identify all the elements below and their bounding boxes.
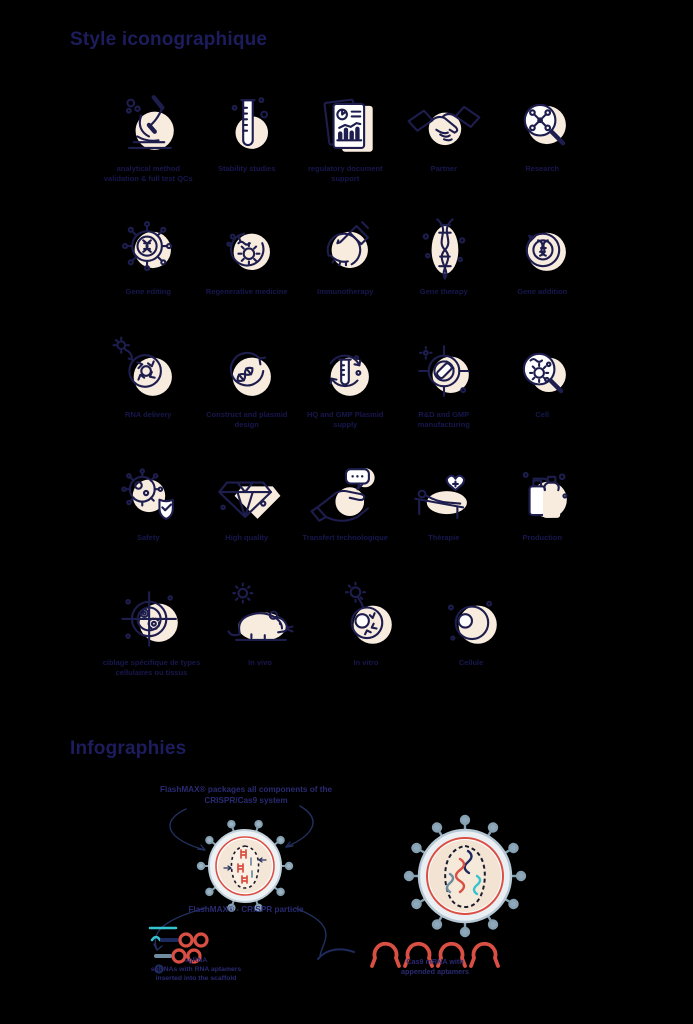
cas9-label-line2: appended aptamers: [401, 967, 469, 977]
icon-card: [493, 453, 592, 576]
icon-card: [296, 453, 395, 576]
icon-row: [99, 84, 593, 207]
crispr-particle-diagram: [198, 820, 292, 912]
icon-label: Gene editing: [125, 287, 171, 296]
rna-delivery-icon: [99, 330, 198, 408]
research-magnifier-icon: [493, 84, 592, 162]
safety-icon: [99, 453, 198, 531]
icon-card: [99, 453, 198, 576]
icon-card: [313, 578, 419, 678]
plasmid-supply-icon: [296, 330, 395, 408]
production-icon: [493, 453, 592, 531]
icon-label: Cellule: [458, 658, 484, 667]
gene-addition-icon: [493, 207, 592, 285]
icon-card: [207, 578, 313, 678]
particle-label: FlashMAX® - CRISPR particle: [188, 905, 304, 914]
icon-label: Gene addition: [517, 287, 568, 296]
construct-plasmid-icon: [198, 330, 297, 408]
icon-card: [99, 84, 198, 207]
icon-card: [296, 207, 395, 330]
sgrna-label-line3: inserted into the scaffold: [155, 975, 237, 983]
icon-label: Partner: [430, 164, 457, 173]
icon-card: [99, 207, 198, 330]
icon-label: HQ and GMP Plasmid supply: [306, 410, 384, 429]
icon-card: [99, 330, 198, 453]
tech-transfer-icon: [296, 453, 395, 531]
in-vitro-icon: [313, 578, 419, 656]
icon-card: [395, 84, 494, 207]
icon-card: [198, 207, 297, 330]
therapy-icon: [395, 453, 494, 531]
icon-label: Cell: [535, 410, 550, 419]
icon-label: In vitro: [353, 658, 379, 667]
icon-label: In vivo: [248, 658, 272, 667]
regenerative-medicine-icon: [198, 207, 297, 285]
icon-label: Safety: [136, 533, 160, 542]
cas9-label-line1: Cas9 mRNA with: [406, 957, 464, 966]
icon-label: analytical method validation & full test QCs: [103, 164, 193, 183]
sgrna-label-line1: sgRNA: [184, 957, 208, 964]
icon-card: [198, 453, 297, 576]
icon-row: [99, 453, 593, 576]
icon-card: [395, 330, 494, 453]
icon-label: R&D and GMP manufacturing: [417, 410, 470, 429]
icon-label: Research: [525, 164, 560, 173]
icon-grid: [99, 84, 593, 576]
caption-line1: FlashMAX® packages all components of the: [159, 785, 333, 794]
icon-label: Thérapie: [428, 533, 460, 542]
icon-card: [198, 330, 297, 453]
viral-particle-diagram: [405, 816, 525, 936]
icon-card: [96, 578, 207, 678]
icon-label: ciblage spécifique de types cellulaires ou tissus: [102, 658, 201, 677]
icon-card: [395, 207, 494, 330]
test-tube-icon: [198, 84, 297, 162]
icon-label: regulatory document support: [307, 164, 383, 183]
microscope-icon: [99, 84, 198, 162]
cell-icon: [419, 578, 523, 656]
icon-label: High quality: [225, 533, 269, 542]
icon-label: Gene therapy: [419, 287, 468, 296]
icon-grid-row5: [96, 578, 541, 678]
gene-therapy-icon: [395, 207, 494, 285]
section-title-infographics: Infographies: [70, 738, 187, 759]
sgrna-label: [126, 956, 266, 984]
icon-label: Transfert technologique: [302, 533, 388, 542]
icon-card: [296, 330, 395, 453]
icon-row: [99, 330, 593, 453]
icon-label: Regenerative medicine: [205, 287, 288, 296]
gene-editing-icon: [99, 207, 198, 285]
icon-label: Immunotherapy: [317, 287, 374, 296]
icon-label: Stability studies: [217, 164, 276, 173]
in-vivo-icon: [207, 578, 313, 656]
icon-row: [99, 207, 593, 330]
icon-card: [493, 330, 592, 453]
icon-label: RNA delivery: [125, 410, 172, 419]
infographic-figure: [0, 760, 693, 1024]
cas9-label: [363, 957, 507, 977]
icon-card: [419, 578, 523, 678]
icon-card: [395, 453, 494, 576]
sgrna-label-line2: sgRNAs with RNA aptamers: [150, 966, 242, 974]
caption-line2: CRISPR/Cas9 system: [204, 796, 288, 806]
icon-card: [296, 84, 395, 207]
high-quality-icon: [198, 453, 297, 531]
cell-targeting-icon: [96, 578, 207, 656]
section-title-iconography: Style iconographique: [70, 29, 268, 50]
regulatory-report-icon: [296, 84, 395, 162]
immunotherapy-icon: [296, 207, 395, 285]
gmp-manufacturing-icon: [395, 330, 494, 408]
icon-card: [198, 84, 297, 207]
handshake-icon: [395, 84, 494, 162]
icon-label: Production: [522, 533, 563, 542]
icon-label: Construct and plasmid design: [206, 410, 288, 429]
icon-card: [493, 207, 592, 330]
cell-analysis-icon: [493, 330, 592, 408]
icon-card: [493, 84, 592, 207]
